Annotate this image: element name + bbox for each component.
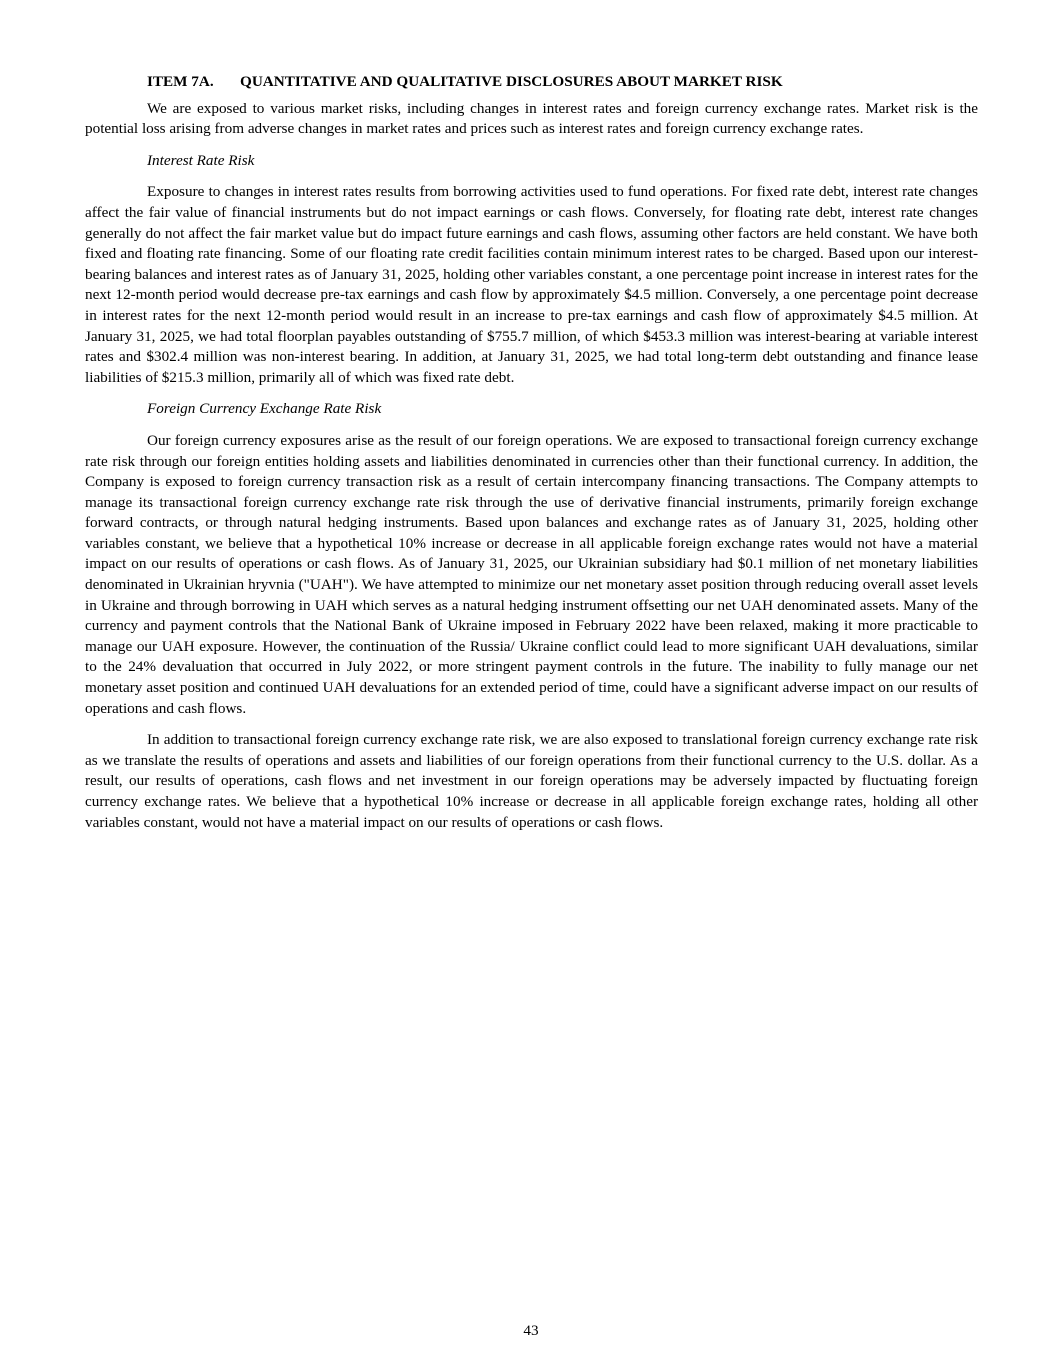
section-title: QUANTITATIVE AND QUALITATIVE DISCLOSURES ABOUT MARKET RISK xyxy=(240,73,783,90)
foreign-currency-risk-paragraph-1: Our foreign currency exposures arise as the result of our foreign operations. We are exposed to transactional foreign currency exchange rate risk through our foreign entities holding assets and liabilities denominated in currencies other than their functional currency. In addition, the Company is exposed to foreign currency transaction risk as a result of certain intercompany financing transactions. The Company attempts to manage its transactional foreign currency exchange rate risk through the use of derivative financial instruments, primarily foreign exchange forward contracts, or through natural hedging instruments. Based upon balances and exchange rates as of January 31, 2025, holding other variables constant, we believe that a hypothetical 10% increase or decrease in all applicable foreign exchange rates would not have a material impact on our results of operations or cash flows. As of January 31, 2025, our Ukrainian subsidiary had $0.1 million of net monetary liabilities denominated in Ukrainian hryvnia ("UAH"). We have attempted to minimize our net monetary asset position through reducing overall asset levels in Ukraine and through borrowing in UAH which serves as a natural hedging instrument offsetting our net UAH denominated assets. Many of the currency and payment controls that the National Bank of Ukraine imposed in February 2022 have been relaxed, making it more practicable to manage our UAH exposure. However, the continuation of the Russia/ Ukraine conflict could lead to more significant UAH devaluations, similar to the 24% devaluation that occurred in July 2022, or more stringent payment controls in the future. The inability to fully manage our net monetary asset position and continued UAH devaluations for an extended period of time, could have a significant adverse impact on our results of operations and cash flows. xyxy=(85,431,978,717)
foreign-currency-risk-heading: Foreign Currency Exchange Rate Risk xyxy=(147,400,382,418)
intro-paragraph: We are exposed to various market risks, including changes in interest rates and foreign currency exchange rates. Market risk is the potential loss arising from adverse changes in market rates and prices such as interest rates and foreign currency exchange rates. xyxy=(85,99,978,138)
section-heading xyxy=(85,72,978,93)
foreign-currency-risk-paragraph-2: In addition to transactional foreign currency exchange rate risk, we are also exposed to translational foreign currency exchange rate risk as we translate the results of operations and assets and liabilities of our foreign operations from their functional currency to the U.S. dollar. As a result, our results of operations, cash flows and net investment in our foreign operations may be adversely impacted by fluctuating foreign currency exchange rates. We believe that a hypothetical 10% increase or decrease in all applicable foreign exchange rates, holding all other variables constant, would not have a material impact on our results of operations or cash flows. xyxy=(85,731,978,831)
interest-rate-risk-paragraph: Exposure to changes in interest rates results from borrowing activities used to fund operations. For fixed rate debt, interest rate changes affect the fair value of financial instruments but do not impact earnings or cash flows. Conversely, for floating rate debt, interest rate changes generally do not affect the fair market value but do impact future earnings and cash flows, assuming other factors are held constant. We have both fixed and floating rate financing. Some of our floating rate credit facilities contain minimum interest rates to be charged. Based upon our interest-bearing balances and interest rates as of January 31, 2025, holding other variables constant, a one percentage point increase in interest rates for the next 12-month period would decrease pre-tax earnings and cash flow by approximately $4.5 million. Conversely, a one percentage point decrease in interest rates for the next 12-month period would result in an increase to pre-tax earnings and cash flow of approximately $4.5 million. At January 31, 2025, we had total floorplan payables outstanding of $755.7 million, of which $453.3 million was interest-bearing at variable interest rates and $302.4 million was non-interest bearing. In addition, at January 31, 2025, we had total long-term debt outstanding and finance lease liabilities of $215.3 million, primarily all of which was fixed rate debt. xyxy=(85,183,978,386)
page-number: 43 xyxy=(523,1322,539,1339)
interest-rate-risk-heading: Interest Rate Risk xyxy=(147,151,255,169)
item-number: ITEM 7A. xyxy=(147,73,214,90)
document-page xyxy=(85,72,978,844)
